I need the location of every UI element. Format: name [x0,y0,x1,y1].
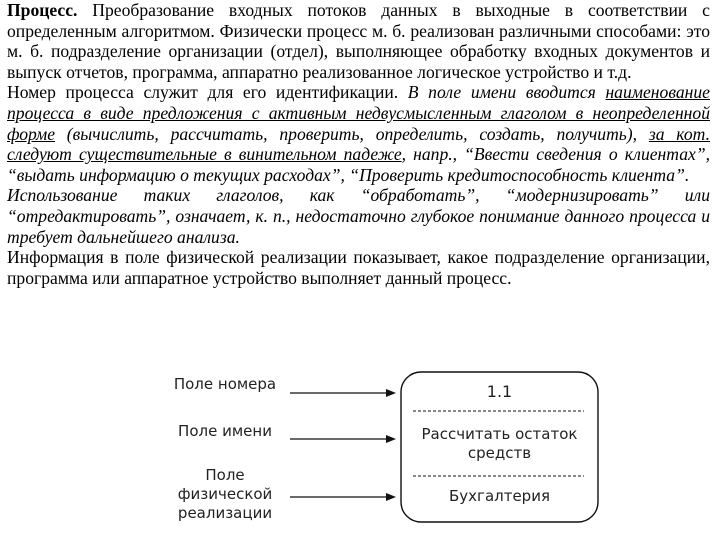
box-process-name [401,425,598,463]
paragraph-vague-verbs: Использование таких глаголов, как “обработать”, “модернизировать” или “отредактировать”, означает, к. п., недостаточно глубокое понимание данного процесса и требует дальнейшего анализа. [7,185,710,247]
term-process: Процесс. [7,0,78,20]
process-definition-text: Преобразование входных потоков данных в выходные в соответствии с определенным алгоритмом. Физически процесс м. б. реализован различными способами: это м. б. подразделение организации (отдел), выполняющее обработку входных документов и выпуск отчетов, программа, аппаратно реализованное логическое устройство и т.д. [7,0,710,82]
label-physical-line-3: реализации [177,504,273,522]
box-process-number: 1.1 [486,382,513,401]
verb-examples: (вычислить, рассчитать, проверить, определить, создать, получить), [55,123,649,144]
label-physical-line-2: физической [177,485,273,503]
paragraph-physical-field: Информация в поле физической реализации показывает, какое подразделение организации, программа или аппаратное устройство выполняет данный процесс. [7,247,710,288]
label-number-field: Поле номера [173,375,277,393]
box-process-name-line-2: средств [467,444,532,462]
name-field-intro: В поле имени вводится [407,82,606,103]
box-physical-realization: Бухгалтерия [449,487,550,505]
name-field-rule: наименование процесса в виде предложения с активным недвусмысленным глаголом в неопределенной форме [7,82,710,144]
noun-rule: за кот. следуют существительные в винительном падеже [7,123,710,165]
label-name-field: Поле имени [178,422,272,440]
arrow-number-head [386,389,396,397]
arrow-name-head [386,435,396,443]
label-physical-field [170,466,280,523]
arrow-phys-head [386,493,396,501]
label-physical-line-1: Поле [205,466,245,484]
process-number-text: Номер процесса служит для его идентификации. [7,82,408,103]
box-process-name-line-1: Рассчитать остаток [421,425,578,443]
name-examples: , напр., “Ввести сведения о клиентах”, “выдать информацию о текущих расходах”, “Проверить кредитоспособность клиента”. [7,144,710,185]
